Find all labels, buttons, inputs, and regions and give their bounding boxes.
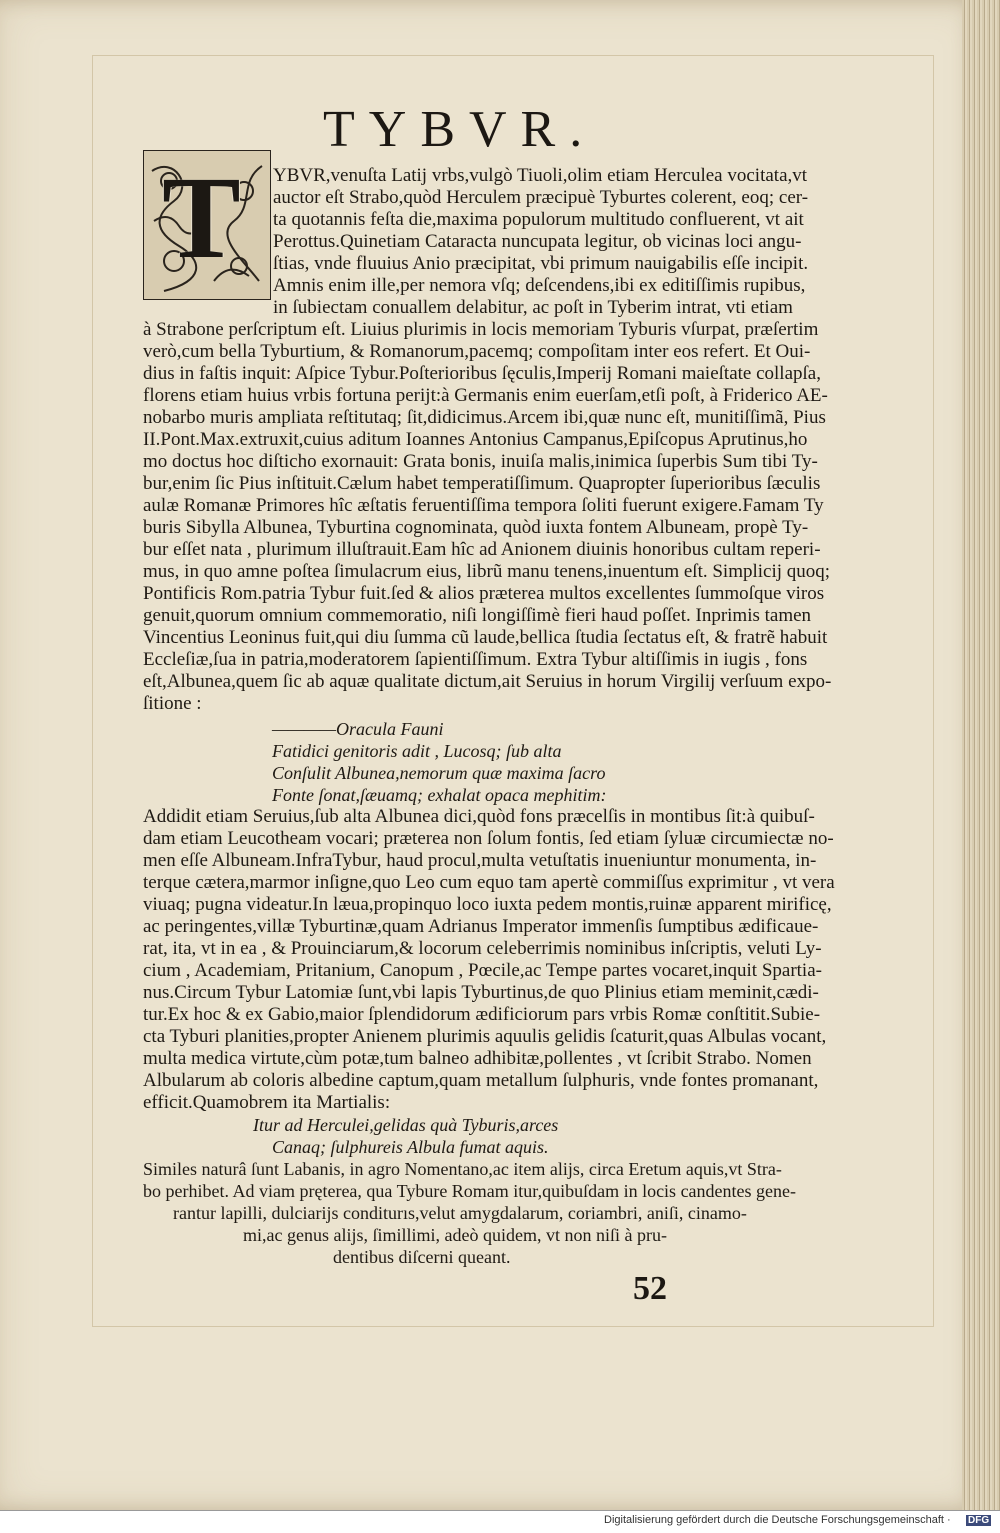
footer-credit: Digitalisierung gefördert durch die Deutsche Forschungsgemeinschaft · [604,1514,951,1526]
page-edges [962,0,1000,1512]
text-line: bur eſſet nata , plurimum illuſtrauit.Eam hîc ad Anionem diuinis honoribus cultam reperi- [143,539,821,560]
text-line: rantur lapilli, dulciarijs conditurıs,velut amygdalarum, coriambri, aniſi, cinamo- [173,1203,747,1223]
text-line: dius in faſtis inquit: Aſpice Tybur.Poſterioribus ſęculis,Imperij Romani maieſtate collapſa, [143,363,821,384]
text-line: dam etiam Leucotheam vocari; præterea non ſolum fontis, ſed etiam ſyluæ circumiectæ no- [143,828,834,849]
text-line: efficit.Quamobrem ita Martialis: [143,1092,391,1113]
text-line: cta Tyburi planities,propter Anienem plurimis aquulis gelidis ſcaturit,quas Albulas vocant, [143,1026,827,1047]
text-line: Vincentius Leoninus fuit,qui diu ſumma cũ laude,bellica ſtudia ſectatus eſt, & fratrẽ habuit [143,627,828,648]
text-line: Amnis enim ille,per nemora vſq; deſcendens,ibi ex editiſſimis rupibus, [273,275,806,296]
verse-line: Conſulit Albunea,nemorum quæ maxima ſacro [272,763,606,783]
text-line: tur.Ex hoc & ex Gabio,maior ſplendidorum ædificiorum pars vrbis Romæ conſtitit.Subie- [143,1004,821,1025]
text-line: ta quotannis feſta die,maxima populorum multitudo confluerent, vt ait [273,209,804,230]
text-line: buris Sibylla Albunea, Tyburtina cognominata, quòd iuxta fontem Albuneam, propè Ty- [143,517,809,538]
verse-line: Itur ad Herculei,gelidas quà Tyburis,arces [253,1115,559,1135]
verse-line: ————Oracula Fauni [272,719,444,739]
verse-line: Fonte ſonat,ſæuamq; exhalat opaca mephitim: [272,785,607,805]
text-line: genuit,quorum omnium commemoratio, niſi longiſſimè fieri haud poſſet. Inprimis tamen [143,605,812,626]
text-line: à Strabone perſcriptum eſt. Liuius plurimis in locis memoriam Tyburis vſurpat, præſertim [143,319,819,340]
text-line: ac peringentes,villæ Tyburtinæ,quam Adrianus Imperator immenſis ſumptibus ædificaue- [143,916,819,937]
text-line: mi,ac genus alijs, ſimillimi, adeò quidem, vt non niſi à pru- [243,1225,667,1245]
verse-line: Canaq; ſulphureis Albula fumat aquis. [272,1137,549,1157]
text-line: multa medica virtute,cùm potæ,tum balneo adhibitæ,pollentes , vt ſcribit Strabo. Nomen [143,1048,812,1069]
text-line: YBVR,venuſta Latij vrbs,vulgò Tiuoli,olim etiam Herculea vocitata,vt [273,165,808,186]
text-line: mo doctus hoc diſticho exornauit: Grata bonis, inuiſa malis,inimica ſuperbis Sum tibi Ty- [143,451,818,472]
text-line: mus, in quo amne poſtea ſimulacrum eius, librũ manu tenens,inuentum eſt. Simplicij quoq; [143,561,831,582]
text-line: bo perhibet. Ad viam pręterea, qua Tybure Romam itur,quibuſdam in locis candentes gene- [143,1181,797,1201]
text-line: auctor eſt Strabo,quòd Herculem præcipuè Tyburtes colerent, eoq; cer- [273,187,809,208]
text-line: rat, ita, vt in ea , & Prouinciarum,& locorum celeberrimis nominibus inſcriptis, veluti Ly- [143,938,822,959]
decorated-initial [143,150,271,300]
footer-bar [0,1510,1000,1533]
text-line: ſitione : [143,693,202,714]
text-line: cium , Academiam, Pritanium, Canopum , Pœcile,ac Tempe partes vocaret,inquit Spartia- [143,960,822,981]
text-line: Perottus.Quinetiam Cataracta nuncupata legitur, ob vicinas loci angu- [273,231,802,252]
dfg-logo-icon: DFG [968,1515,990,1526]
text-line: eſt,Albunea,quem ſic ab aquæ qualitate dictum,ait Seruius in horum Virgilij verſuum expo- [143,671,832,692]
initial-letter: T [162,152,241,283]
text-line: Eccleſiæ,ſua in patria,moderatorem ſapientiſſimum. Extra Tybur altiſſimis in iugis , fons [143,649,808,670]
text-line: men eſſe Albuneam.InfraTybur, haud procul,multa vetuſtatis inueniuntur monumenta, in- [143,850,817,871]
text-line: nus.Circum Tybur Latomiæ ſunt,vbi lapis Tyburtinus,de quo Plinius etiam meminit,cædi- [143,982,819,1003]
text-line: Pontificis Rom.patria Tybur fuit.ſed & alios præterea multos excellentes ſummoſque viros [143,583,825,604]
text-line: bur,enim ſic Pius inſtituit.Cælum habet temperatiſſimum. Quapropter ſuperioribus ſæculis [143,473,821,494]
text-line: viuaq; pugna videatur.In læua,propinquo loco iuxta pedem montis,ruinæ apparent mirificę, [143,894,832,915]
text-line: aulæ Romanæ Primores hîc æſtatis feruentiſſima tempora ſoliti fuerunt exigere.Famam Ty [143,495,824,516]
verse-line: Fatidici genitoris adit , Lucosq; ſub alta [272,741,562,761]
text-line: Albularum ab coloris albedine captum,quam metallum ſulphuris, vnde fontes promanant, [143,1070,819,1091]
text-line: Similes naturâ ſunt Labanis, in agro Nomentano,ac item alijs, circa Eretum aquis,vt Stra- [143,1159,782,1179]
text-line: in ſubiectam conuallem delabitur, ac poſt in Tyberim intrat, vti etiam [273,297,793,318]
page-number: 52 [633,1270,667,1307]
text-line: florens etiam huius vrbis fortuna perijt:à Germanis enim euerſam,etſi poſt, à Friderico AE- [143,385,828,406]
text-line: nobarbo muris ampliata reſtitutaq; ſit,didicimus.Arcem ibi,quæ nunc eſt, munitiſſimã, Pius [143,407,826,428]
text-line: II.Pont.Max.extruxit,cuius aditum Ioannes Antonius Campanus,Epiſcopus Aprutinus,ho [143,429,808,450]
text-line: Addidit etiam Seruius,ſub alta Albunea dici,quòd fons præcelſis in montibus ſit:à quibuſ- [143,806,815,827]
text-line: verò,cum bella Tyburtium, & Romanorum,pacemq; compoſitam inter eos refert. Et Oui- [143,341,811,362]
page-title: TYBVR. [323,101,597,158]
text-line: ſtias, vnde fluuius Anio præcipitat, vbi primum nauigabilis eſſe incipit. [273,253,809,274]
text-line: terque cætera,marmor inſigne,quo Leo cum equo tam apertè commiſſus exprimitur , vt vera [143,872,835,893]
text-line: dentibus diſcerni queant. [333,1247,511,1267]
